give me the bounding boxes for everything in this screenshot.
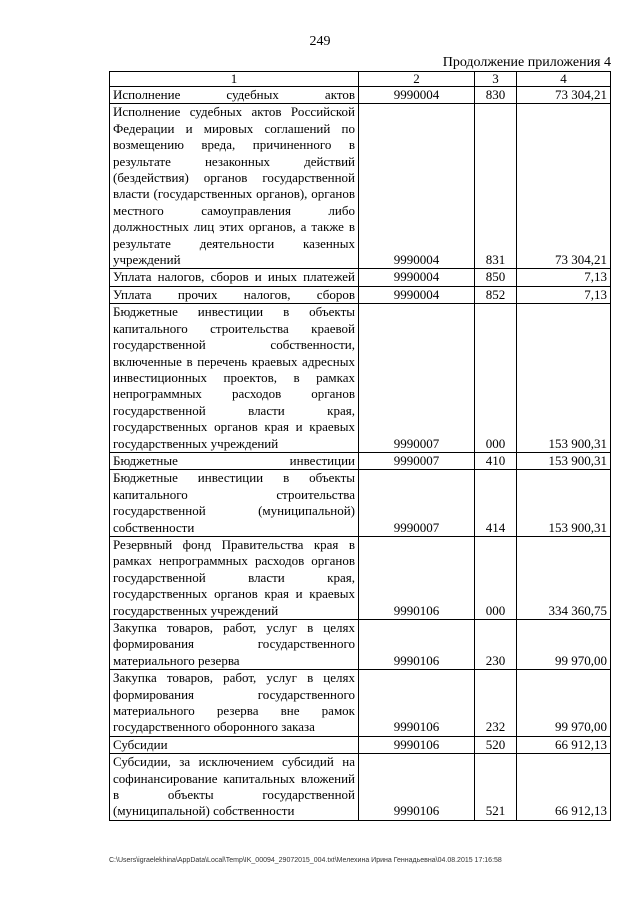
row-code-cell: 9990007 [359,452,475,469]
row-code-cell: 9990004 [359,286,475,303]
header-col-3: 3 [475,72,517,87]
header-col-1: 1 [110,72,359,87]
row-sum-cell: 153 900,31 [517,304,611,453]
table-body [110,87,611,821]
row-vr-cell: 520 [475,736,517,753]
row-sum-cell: 73 304,21 [517,87,611,104]
row-code-cell: 9990007 [359,304,475,453]
header-col-4: 4 [517,72,611,87]
row-vr-cell: 232 [475,670,517,737]
row-sum-cell: 153 900,31 [517,470,611,537]
header-col-2: 2 [359,72,475,87]
table-row [110,104,611,269]
row-name-cell: Уплата налогов, сборов и иных платежей [110,269,359,286]
row-name-cell: Исполнение судебных актов Российской Федерации и мировых соглашений по возмещению вреда, причиненного в результате незаконных действий (бездействия) органов государственной власти (государственных органов), органов местного самоуправления либо должностных лиц этих органов, а также в результате деятельности казенных учреждений [110,104,359,269]
row-name-cell: Закупка товаров, работ, услуг в целях формирования государственного материального резерва [110,620,359,670]
row-vr-cell: 410 [475,452,517,469]
row-name-cell: Бюджетные инвестиции [110,452,359,469]
row-name-cell: Резервный фонд Правительства края в рамках непрограммных расходов органов государственной власти края, государственных органов края и краевых государственных учреждений [110,536,359,619]
row-vr-cell: 521 [475,754,517,821]
row-sum-cell: 73 304,21 [517,104,611,269]
table-row [110,452,611,469]
table-row [110,470,611,537]
table-row [110,87,611,104]
row-vr-cell: 852 [475,286,517,303]
row-code-cell: 9990004 [359,269,475,286]
table-row [110,269,611,286]
footer-path: C:\Users\igraelekhina\AppData\Local\Temp\IK_00094_29072015_004.txt\Мелехина Ирина Геннадьевна\04.08.2015 17:16:58 [109,857,502,864]
row-code-cell: 9990106 [359,736,475,753]
row-sum-cell: 7,13 [517,286,611,303]
row-sum-cell: 66 912,13 [517,754,611,821]
row-sum-cell: 153 900,31 [517,452,611,469]
table-header-row [110,72,611,87]
row-code-cell: 9990106 [359,620,475,670]
budget-table [109,71,611,821]
row-sum-cell: 99 970,00 [517,670,611,737]
row-name-cell: Бюджетные инвестиции в объекты капитального строительства краевой государственной собственности, включенные в перечень краевых адресных инвестиционных проектов, в рамках непрограммных расходов органов государственной власти края, государственных органов края и краевых государственных учреждений [110,304,359,453]
row-vr-cell: 000 [475,304,517,453]
row-code-cell: 9990106 [359,754,475,821]
row-vr-cell: 414 [475,470,517,537]
row-code-cell: 9990106 [359,670,475,737]
page-number: 249 [309,34,331,49]
row-vr-cell: 830 [475,87,517,104]
table-row [110,620,611,670]
row-code-cell: 9990106 [359,536,475,619]
continuation-label: Продолжение приложения 4 [442,55,611,70]
table-row [110,304,611,453]
row-vr-cell: 831 [475,104,517,269]
row-code-cell: 9990007 [359,470,475,537]
row-name-cell: Субсидии, за исключением субсидий на софинансирование капитальных вложений в объекты государственной (муниципальной) собственности [110,754,359,821]
row-sum-cell: 66 912,13 [517,736,611,753]
row-vr-cell: 850 [475,269,517,286]
table-row [110,736,611,753]
row-sum-cell: 99 970,00 [517,620,611,670]
row-name-cell: Уплата прочих налогов, сборов [110,286,359,303]
row-vr-cell: 230 [475,620,517,670]
row-sum-cell: 7,13 [517,269,611,286]
table-row [110,670,611,737]
row-name-cell: Закупка товаров, работ, услуг в целях формирования государственного материального резерва вне рамок государственного оборонного заказа [110,670,359,737]
row-name-cell: Исполнение судебных актов [110,87,359,104]
row-code-cell: 9990004 [359,104,475,269]
row-name-cell: Бюджетные инвестиции в объекты капитального строительства государственной (муниципальной) собственности [110,470,359,537]
table-row [110,754,611,821]
table-row [110,286,611,303]
row-vr-cell: 000 [475,536,517,619]
table-row [110,536,611,619]
row-sum-cell: 334 360,75 [517,536,611,619]
row-code-cell: 9990004 [359,87,475,104]
row-name-cell: Субсидии [110,736,359,753]
